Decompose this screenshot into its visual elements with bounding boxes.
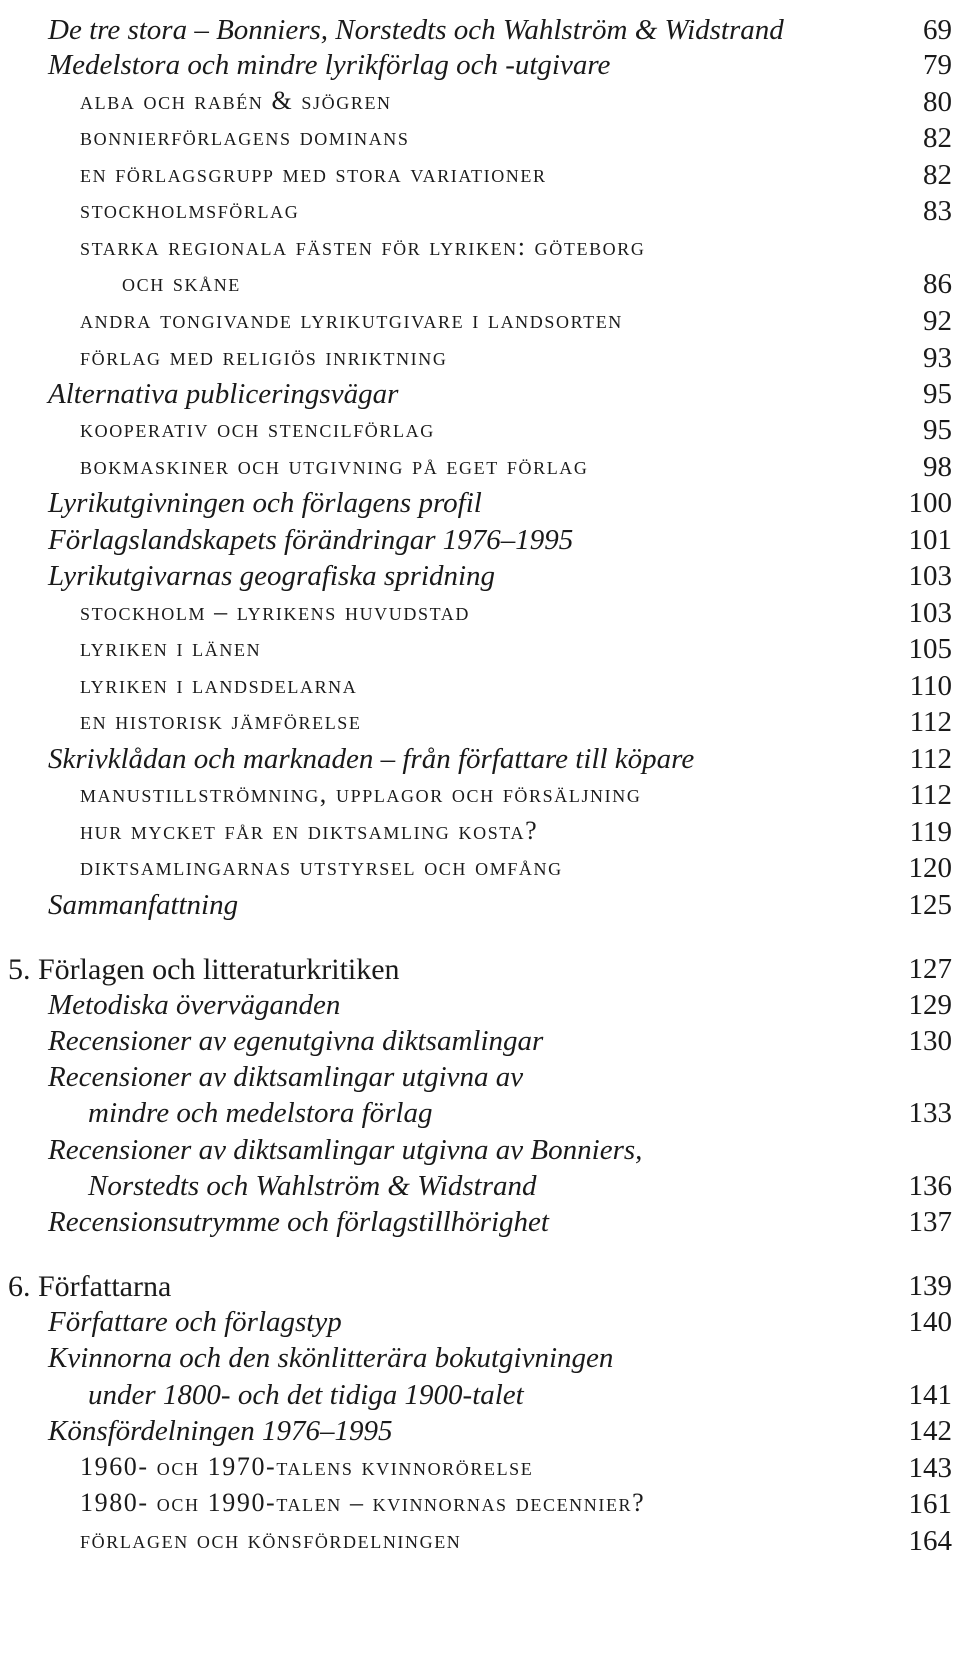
toc-entry-title: en förlagsgrupp med stora variationer (80, 159, 547, 188)
toc-entry-title: alba och rabén & sjögren (80, 86, 392, 115)
toc-entry-page: 137 (908, 1206, 952, 1238)
toc-entry-page: 93 (923, 342, 952, 374)
toc-entry-title: Författare och förlagstyp (48, 1306, 342, 1338)
toc-entry-title: kooperativ och stencilförlag (80, 414, 435, 443)
toc-entry-page: 125 (908, 889, 952, 921)
toc-entry-title: 6. Författarna (8, 1270, 172, 1303)
toc-entry-title: andra tongivande lyrikutgivare i landsorten (80, 305, 623, 334)
toc-entry-page: 140 (908, 1306, 952, 1338)
toc-entry-page: 112 (909, 706, 952, 738)
toc-entry-title: mindre och medelstora förlag (88, 1097, 433, 1129)
toc-entry-page: 139 (908, 1270, 952, 1302)
toc-entry-title: Recensioner av diktsamlingar utgivna av Bonniers, (48, 1134, 643, 1166)
toc-entry-page: 82 (923, 159, 952, 191)
toc-entry-page: 95 (923, 414, 952, 446)
toc-entry-title: lyriken i landsdelarna (80, 670, 358, 699)
toc-entry-title: manustillströmning, upplagor och försäljning (80, 779, 642, 808)
toc-entry-page: 79 (923, 49, 952, 81)
toc-entry-page: 161 (908, 1488, 952, 1520)
toc-entry-page: 143 (908, 1452, 952, 1484)
toc-entry-title: bonnierförlagens dominans (80, 122, 410, 151)
toc-entry-page: 80 (923, 86, 952, 118)
toc-entry-title: Skrivklådan och marknaden – från författare till köpare (48, 743, 695, 775)
toc-entry-title: Recensioner av egenutgivna diktsamlingar (48, 1025, 544, 1057)
toc-entry-title: under 1800- och det tidiga 1900-talet (88, 1379, 524, 1411)
toc-entry-title: Alternativa publiceringsvägar (48, 378, 399, 410)
toc-entry-page: 110 (909, 670, 952, 702)
toc-entry-page: 127 (908, 953, 952, 985)
toc-entry-page: 164 (908, 1525, 952, 1557)
toc-entry-page: 103 (908, 597, 952, 629)
toc-entry-page: 69 (923, 14, 952, 46)
toc-entry-title: Medelstora och mindre lyrikförlag och -utgivare (48, 49, 611, 81)
toc-entry-title: diktsamlingarnas utstyrsel och omfång (80, 852, 563, 881)
toc-entry-title: Norstedts och Wahlström & Widstrand (88, 1170, 537, 1202)
toc-entry-page: 86 (923, 268, 952, 300)
toc-entry-page: 141 (908, 1379, 952, 1411)
toc-entry-page: 130 (908, 1025, 952, 1057)
toc-entry-title: Lyrikutgivarnas geografiska spridning (48, 560, 496, 592)
toc-entry-title: förlagen och könsfördelningen (80, 1525, 462, 1554)
toc-entry-page: 119 (909, 816, 952, 848)
toc-entry-title: 1960- och 1970-talens kvinnorörelse (80, 1452, 534, 1481)
toc-entry-page: 105 (908, 633, 952, 665)
toc-entry-page: 100 (908, 487, 952, 519)
toc-entry-title: Förlagslandskapets förändringar 1976–1995 (48, 524, 574, 556)
toc-entry-page: 82 (923, 122, 952, 154)
toc-entry-page: 120 (908, 852, 952, 884)
toc-entry-page: 92 (923, 305, 952, 337)
toc-entry-title: stockholm – lyrikens huvudstad (80, 597, 470, 626)
toc-entry-title: stockholmsförlag (80, 195, 300, 224)
toc-entry-page: 112 (909, 743, 952, 775)
toc-entry-title: hur mycket får en diktsamling kosta? (80, 816, 539, 845)
toc-entry-title: Recensioner av diktsamlingar utgivna av (48, 1061, 524, 1093)
toc-entry-title: 1980- och 1990-talen – kvinnornas decennier? (80, 1488, 646, 1517)
toc-entry-title: Sammanfattning (48, 889, 239, 921)
toc-entry-page: 112 (909, 779, 952, 811)
toc-entry-title: Recensionsutrymme och förlagstillhörighet (48, 1206, 549, 1238)
toc-entry-page: 98 (923, 451, 952, 483)
toc-entry-title: 5. Förlagen och litteraturkritiken (8, 953, 400, 986)
toc-entry-title: Könsfördelningen 1976–1995 (48, 1415, 393, 1447)
toc-entry-title: Lyrikutgivningen och förlagens profil (48, 487, 482, 519)
toc-entry-title: en historisk jämförelse (80, 706, 362, 735)
toc-entry-page: 136 (908, 1170, 952, 1202)
toc-entry-title: starka regionala fästen för lyriken: göteborg (80, 232, 646, 261)
toc-entry-title: Metodiska överväganden (48, 989, 341, 1021)
toc-entry-page: 129 (908, 989, 952, 1021)
toc-entry-page: 101 (908, 524, 952, 556)
toc-entry-title: De tre stora – Bonniers, Norstedts och Wahlström & Widstrand (48, 14, 784, 46)
toc-entry-page: 133 (908, 1097, 952, 1129)
toc-entry-page: 95 (923, 378, 952, 410)
toc-entry-title: och skåne (122, 268, 241, 297)
toc-entry-page: 142 (908, 1415, 952, 1447)
toc-entry-page: 103 (908, 560, 952, 592)
toc-entry-title: lyriken i länen (80, 633, 262, 662)
toc-entry-page: 83 (923, 195, 952, 227)
toc-entry-title: bokmaskiner och utgivning på eget förlag (80, 451, 589, 480)
toc-entry-title: förlag med religiös inriktning (80, 342, 448, 371)
toc-entry-title: Kvinnorna och den skönlitterära bokutgivningen (48, 1342, 614, 1374)
